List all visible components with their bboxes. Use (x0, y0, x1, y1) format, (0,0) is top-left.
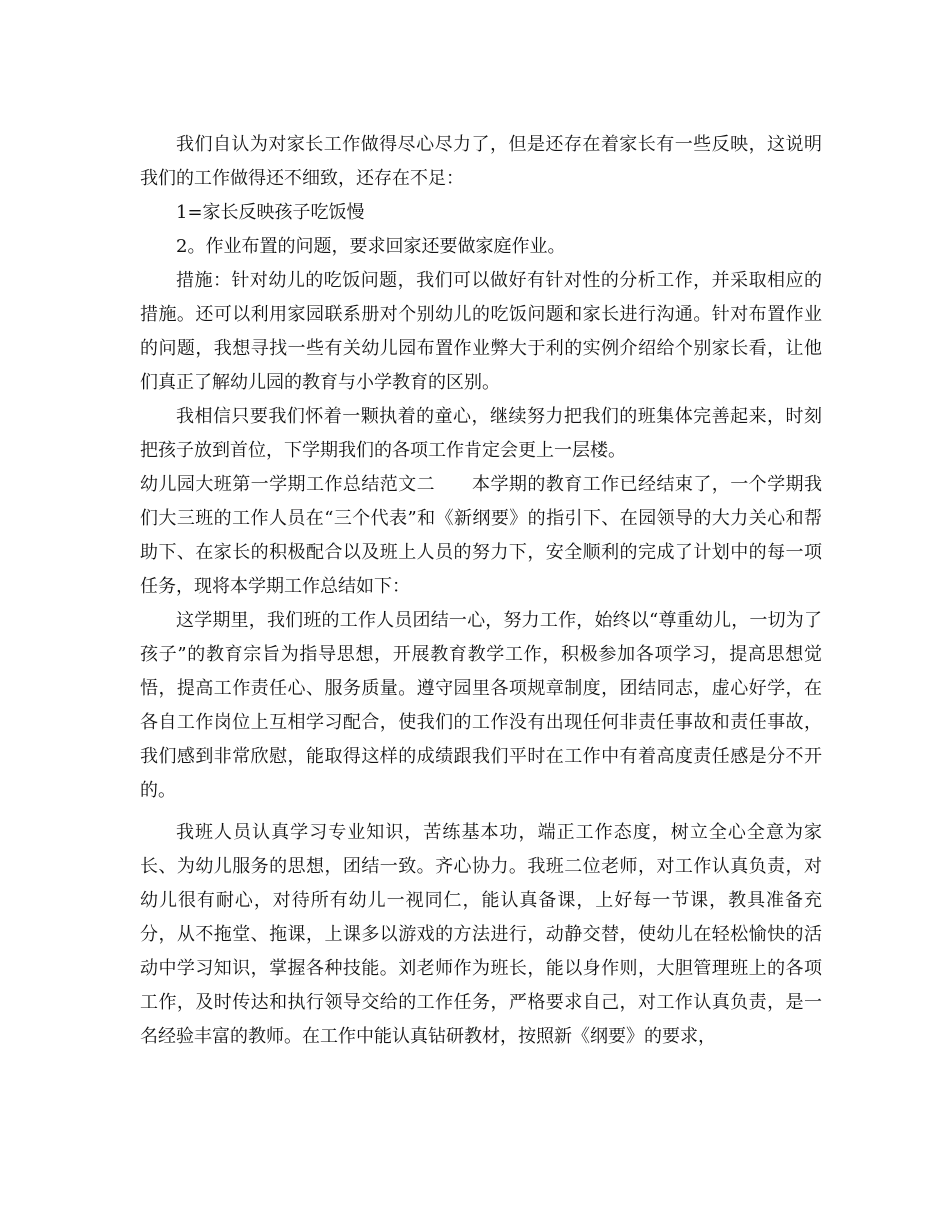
paragraph-teachers: 我班人员认真学习专业知识，苦练基本功，端正工作态度，树立全心全意为家长、为幼儿服务的思想，团结一致。齐心协力。我班二位老师，对工作认真负责，对幼儿很有耐心，对待所有幼儿一视同仁，能认真备课，上好每一节课，教具准备充分，从不拖堂、拖课，上课多以游戏的方法进行，动静交替，使幼儿在轻松愉快的活动中学习知识，掌握各种技能。刘老师作为班长，能以身作则，大胆管理班上的各项工作，及时传达和执行领导交给的工作任务，严格要求自己，对工作认真负责，是一名经验丰富的教师。在工作中能认真钻研教材，按照新《纲要》的要求， (140, 822, 822, 1047)
list-item-2: 2。作业布置的问题，要求回家还要做家庭作业。 (176, 236, 566, 257)
paragraph-section-two-intro: 幼儿园大班第一学期工作总结范文二 本学期的教育工作已经结束了，一个学期我们大三班的工作人员在“三个代表”和《新纲要》的指引下、在园领导的大力关心和帮助下、在家长的积极配合以及班上人员的努力下，安全顺利的完成了计划中的每一项任务，现将本学期工作总结如下： (140, 474, 822, 597)
paragraph-team-work: 这学期里，我们班的工作人员团结一心，努力工作，始终以“尊重幼儿，一切为了孩子”的教育宗旨为指导思想，开展教育教学工作，积极参加各项学习，提高思想觉悟，提高工作责任心、服务质量。遵守园里各项规章制度，团结同志，虚心好学，在各自工作岗位上互相学习配合，使我们的工作没有出现任何非责任事故和责任事故，我们感到非常欣慰，能取得这样的成绩跟我们平时在工作中有着高度责任感是分不开的。 (140, 610, 822, 801)
list-item-1: 1=家长反映孩子吃饭慢 (176, 202, 365, 223)
paragraph-conclusion: 我相信只要我们怀着一颗执着的童心，继续努力把我们的班集体完善起来，时刻把孩子放到首位，下学期我们的各项工作肯定会更上一层楼。 (140, 406, 822, 461)
paragraph-measures: 措施：针对幼儿的吃饭问题，我们可以做好有针对性的分析工作，并采取相应的措施。还可以利用家园联系册对个别幼儿的吃饭问题和家长进行沟通。针对布置作业的问题，我想寻找一些有关幼儿园布置作业弊大于利的实例介绍给个别家长看，让他们真正了解幼儿园的教育与小学教育的区别。 (140, 270, 822, 393)
paragraph-parent-feedback: 我们自认为对家长工作做得尽心尽力了，但是还存在着家长有一些反映，这说明我们的工作做得还不细致，还存在不足： (140, 134, 822, 189)
document-page (140, 128, 822, 1054)
